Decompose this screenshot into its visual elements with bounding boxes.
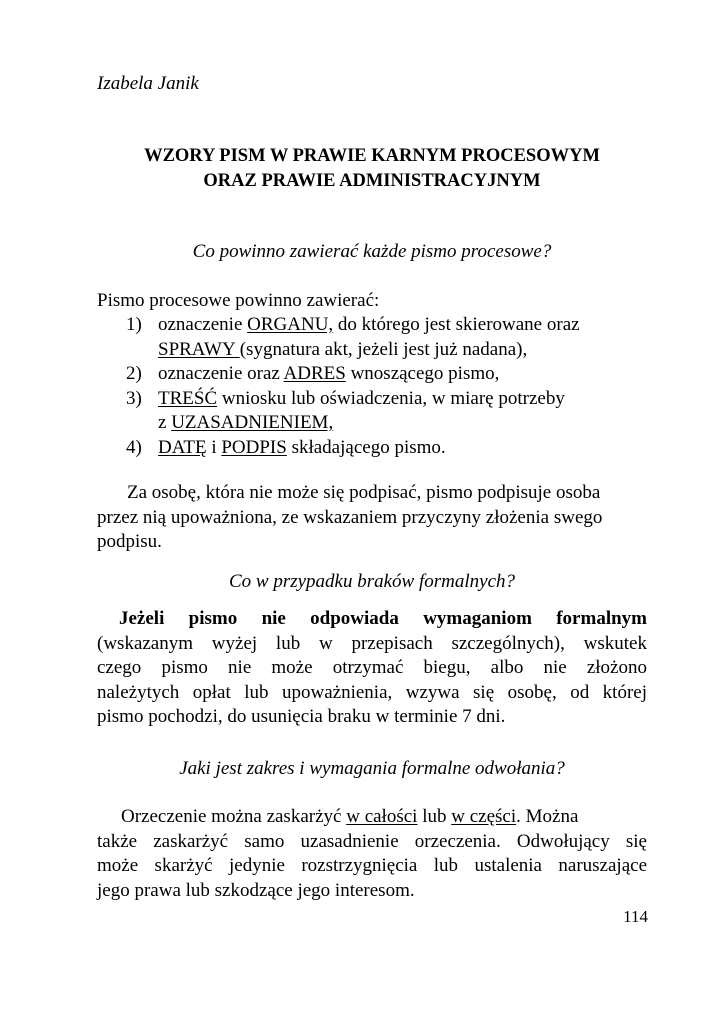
bold-lead: Jeżeli pismo nie odpowiada wymaganiom formalnym: [119, 608, 647, 629]
section-question-2: Co w przypadku braków formalnych?: [228, 571, 516, 592]
paragraph-appeal: Orzeczenie można zaskarżyć w całości lub w części. Można także zaskarżyć samo uzasadnienie orzeczenia. Odwołujący się może skarżyć jedynie rozstrzygnięcia lub ustalenia naruszające jego prawa lub szkodzące jego interesom.: [97, 806, 647, 901]
requirements-list: [97, 313, 657, 460]
list-number: 1): [126, 314, 142, 335]
underlined-term: ADRES: [283, 363, 346, 384]
underlined-term: DATĘ: [158, 436, 207, 458]
list-number: 3): [126, 387, 142, 409]
section-question-1: Co powinno zawierać każde pismo procesowe?: [192, 241, 552, 262]
intro-text: Pismo procesowe powinno zawierać:: [97, 290, 380, 311]
document-title: [97, 144, 647, 194]
title-line-2: ORAZ PRAWIE ADMINISTRACYJNYM: [203, 171, 541, 191]
paragraph-signature: Za osobę, która nie może się podpisać, pismo podpisuje osoba przez nią upoważniona, ze wskazaniem przyczyny złożenia swego podpisu.: [97, 482, 603, 552]
list-item: 2) oznaczenie oraz ADRES wnoszącego pismo,: [97, 362, 657, 387]
list-item: 3) TREŚĆ wniosku lub oświadczenia, w miarę potrzeby z UZASADNIENIEM,: [126, 387, 565, 433]
underlined-term: UZASADNIENIEM,: [171, 412, 334, 433]
underlined-term: w całości: [346, 806, 418, 827]
paragraph-formal-defects: Jeżeli pismo nie odpowiada wymaganiom formalnym (wskazanym wyżej lub w przepisach szczególnych), wskutek czego pismo nie może otrzymać biegu, albo nie złożono należytych opłat lub upoważnienia, wzywa się osobę, od której pismo pochodzi, do usunięcia braku w terminie 7 dni.: [97, 608, 647, 727]
underlined-term: SPRAWY: [158, 338, 240, 360]
author-name: Izabela Janik: [97, 73, 199, 94]
section-question-3: Jaki jest zakres i wymagania formalne odwołania?: [179, 758, 565, 779]
title-line-1: WZORY PISM W PRAWIE KARNYM PROCESOWYM: [144, 146, 600, 166]
underlined-term: PODPIS: [221, 436, 287, 458]
list-item: 4) DATĘ i PODPIS składającego pismo.: [97, 436, 657, 461]
underlined-term: ORGANU,: [247, 314, 334, 335]
list-number: 4): [126, 436, 142, 458]
list-item: 1) oznaczenie ORGANU, do którego jest skierowane oraz SPRAWY (sygnatura akt, jeżeli jest już nadana),: [126, 314, 580, 360]
page-number: 114: [623, 907, 648, 926]
list-number: 2): [126, 363, 142, 384]
underlined-term: w części: [451, 806, 517, 827]
underlined-term: TREŚĆ: [158, 387, 218, 409]
